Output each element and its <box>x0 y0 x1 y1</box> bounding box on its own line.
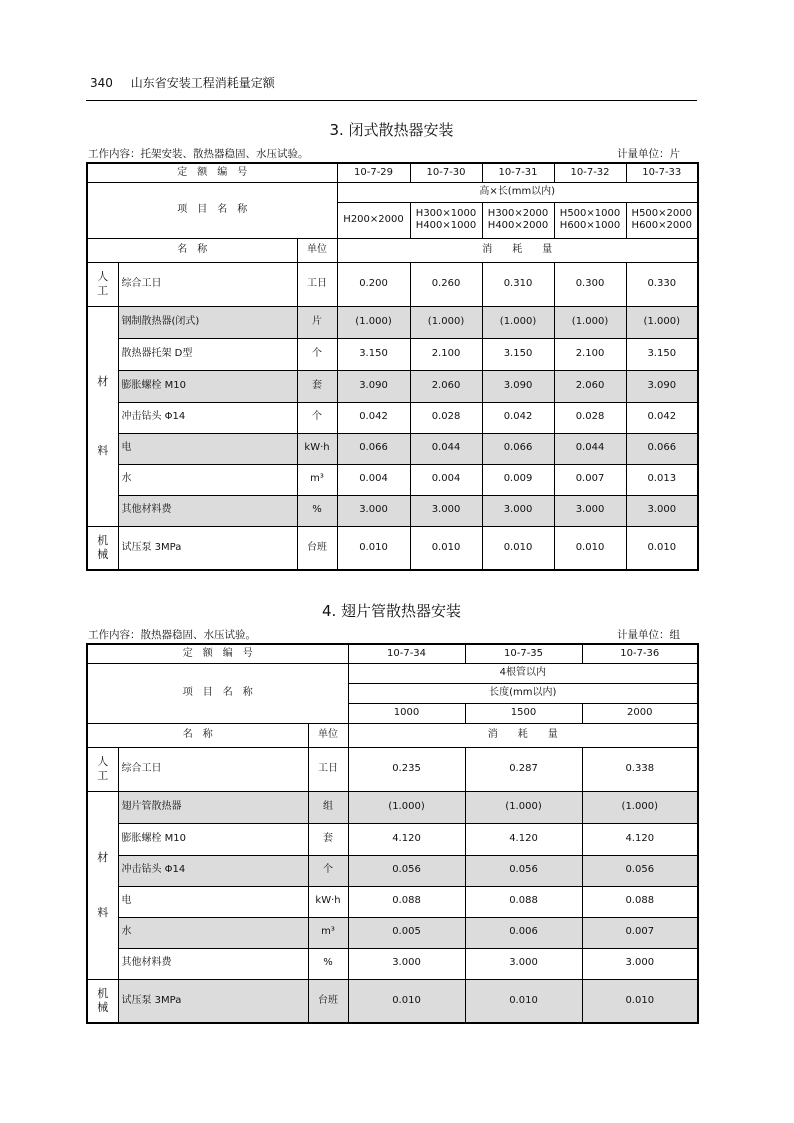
value-cell: 3.000 <box>337 495 410 526</box>
value-cell: 3.150 <box>337 338 410 370</box>
spec-cell: H500×1000 H600×1000 <box>554 202 626 238</box>
row-name: 电 <box>118 886 308 917</box>
value-cell: 3.150 <box>626 338 698 370</box>
value-cell: 0.235 <box>348 747 465 791</box>
value-cell: (1.000) <box>337 306 410 338</box>
value-cell: 2.060 <box>554 370 626 402</box>
spec-cell: H500×2000 H600×2000 <box>626 202 698 238</box>
value-cell: (1.000) <box>465 791 582 823</box>
code-cell: 10-7-30 <box>410 163 482 182</box>
row-name: 散热器托架 D型 <box>118 338 297 370</box>
value-cell: 0.010 <box>626 526 698 570</box>
item-label: 项 目 名 称 <box>87 182 337 238</box>
section4-table <box>86 643 699 1024</box>
value-cell: 0.044 <box>410 433 482 464</box>
category-machine: 机 械 <box>87 526 118 570</box>
value-cell: 3.090 <box>482 370 554 402</box>
section4-unit: 计量单位：组 <box>617 629 680 641</box>
value-cell: 0.056 <box>465 855 582 886</box>
value-cell: (1.000) <box>410 306 482 338</box>
row-name: 膨胀螺栓 M10 <box>118 823 308 855</box>
value-cell: 3.090 <box>626 370 698 402</box>
value-cell: 4.120 <box>582 823 698 855</box>
value-cell: 0.005 <box>348 917 465 948</box>
value-cell: 0.010 <box>554 526 626 570</box>
row-unit: 工日 <box>308 747 348 791</box>
page-header <box>90 74 275 91</box>
book-title: 山东省安装工程消耗量定额 <box>130 76 275 90</box>
row-unit: 片 <box>297 306 337 338</box>
value-cell: 2.100 <box>410 338 482 370</box>
col-consumption-header: 消 耗 量 <box>337 238 698 262</box>
col-unit-header: 单位 <box>297 238 337 262</box>
value-cell: 0.088 <box>582 886 698 917</box>
value-cell: 0.010 <box>348 979 465 1023</box>
row-unit: 个 <box>297 338 337 370</box>
row-name: 试压泵 3MPa <box>118 979 308 1023</box>
section4-title: 4. 翅片管散热器安装 <box>321 602 462 620</box>
row-name: 电 <box>118 433 297 464</box>
value-cell: 0.009 <box>482 464 554 495</box>
value-cell: 0.042 <box>337 402 410 433</box>
value-cell: 0.028 <box>554 402 626 433</box>
value-cell: 0.042 <box>626 402 698 433</box>
value-cell: 3.000 <box>348 948 465 979</box>
row-name: 试压泵 3MPa <box>118 526 297 570</box>
section3-work-content: 工作内容：托架安装、散热器稳固、水压试验。 <box>88 148 309 160</box>
value-cell: 0.338 <box>582 747 698 791</box>
row-unit: kW·h <box>308 886 348 917</box>
value-cell: 4.120 <box>465 823 582 855</box>
row-name: 膨胀螺栓 M10 <box>118 370 297 402</box>
value-cell: 2.060 <box>410 370 482 402</box>
code-cell: 10-7-34 <box>348 644 465 663</box>
sub-header: 长度(mm以内) <box>348 683 698 703</box>
row-unit: m³ <box>308 917 348 948</box>
code-cell: 10-7-35 <box>465 644 582 663</box>
value-cell: 0.330 <box>626 262 698 306</box>
value-cell: 0.056 <box>582 855 698 886</box>
value-cell: 0.260 <box>410 262 482 306</box>
row-unit: 组 <box>308 791 348 823</box>
row-name: 水 <box>118 917 308 948</box>
value-cell: 0.056 <box>348 855 465 886</box>
row-unit: m³ <box>297 464 337 495</box>
group-header: 4根管以内 <box>348 663 698 683</box>
section3-unit: 计量单位：片 <box>617 148 680 160</box>
value-cell: 0.088 <box>348 886 465 917</box>
value-cell: 2.100 <box>554 338 626 370</box>
value-cell: 3.000 <box>582 948 698 979</box>
spec-cell: H300×1000 H400×1000 <box>410 202 482 238</box>
value-cell: 3.000 <box>410 495 482 526</box>
value-cell: 0.200 <box>337 262 410 306</box>
quota-label: 定 额 编 号 <box>87 644 348 663</box>
value-cell: 0.028 <box>410 402 482 433</box>
row-name: 钢制散热器(闭式) <box>118 306 297 338</box>
category-labor: 人 工 <box>87 262 118 306</box>
row-unit: 工日 <box>297 262 337 306</box>
value-cell: 0.310 <box>482 262 554 306</box>
value-cell: 0.004 <box>410 464 482 495</box>
row-unit: 个 <box>297 402 337 433</box>
group-header: 高×长(mm以内) <box>337 182 698 202</box>
section3-table <box>86 162 699 571</box>
category-material: 材 料 <box>87 306 118 526</box>
value-cell: 0.010 <box>465 979 582 1023</box>
row-unit: 套 <box>297 370 337 402</box>
row-unit: kW·h <box>297 433 337 464</box>
value-cell: 0.042 <box>482 402 554 433</box>
row-name: 冲击钻头 Φ14 <box>118 402 297 433</box>
row-unit: 个 <box>308 855 348 886</box>
item-label: 项 目 名 称 <box>87 663 348 723</box>
value-cell: 0.066 <box>626 433 698 464</box>
value-cell: 0.066 <box>337 433 410 464</box>
value-cell: (1.000) <box>482 306 554 338</box>
section4-work-content: 工作内容：散热器稳固、水压试验。 <box>88 629 256 641</box>
row-name: 其他材料费 <box>118 495 297 526</box>
value-cell: (1.000) <box>582 791 698 823</box>
row-name: 水 <box>118 464 297 495</box>
quota-label: 定 额 编 号 <box>87 163 337 182</box>
row-unit: 台班 <box>297 526 337 570</box>
value-cell: 0.287 <box>465 747 582 791</box>
category-labor: 人 工 <box>87 747 118 791</box>
value-cell: 3.090 <box>337 370 410 402</box>
row-unit: % <box>297 495 337 526</box>
value-cell: (1.000) <box>626 306 698 338</box>
row-unit: 台班 <box>308 979 348 1023</box>
value-cell: 0.010 <box>337 526 410 570</box>
length-cell: 2000 <box>582 703 698 723</box>
value-cell: 0.010 <box>482 526 554 570</box>
value-cell: 0.088 <box>465 886 582 917</box>
row-name: 综合工日 <box>118 747 308 791</box>
value-cell: 3.000 <box>626 495 698 526</box>
value-cell: 0.010 <box>582 979 698 1023</box>
row-name: 翅片管散热器 <box>118 791 308 823</box>
col-name-header: 名 称 <box>87 238 297 262</box>
row-unit: % <box>308 948 348 979</box>
section3-meta <box>88 146 680 161</box>
row-name: 其他材料费 <box>118 948 308 979</box>
category-machine: 机 械 <box>87 979 118 1023</box>
value-cell: 3.000 <box>465 948 582 979</box>
length-cell: 1500 <box>465 703 582 723</box>
header-rule <box>86 100 697 101</box>
value-cell: 4.120 <box>348 823 465 855</box>
value-cell: (1.000) <box>348 791 465 823</box>
page-number: 340 <box>90 76 113 90</box>
section4-meta <box>88 627 680 642</box>
value-cell: 3.000 <box>482 495 554 526</box>
code-cell: 10-7-36 <box>582 644 698 663</box>
value-cell: 0.300 <box>554 262 626 306</box>
spec-cell: H200×2000 <box>337 202 410 238</box>
spec-cell: H300×2000 H400×2000 <box>482 202 554 238</box>
section3-title: 3. 闭式散热器安装 <box>329 121 454 139</box>
category-material: 材 料 <box>87 791 118 979</box>
row-name: 冲击钻头 Φ14 <box>118 855 308 886</box>
value-cell: 3.150 <box>482 338 554 370</box>
value-cell: 3.000 <box>554 495 626 526</box>
value-cell: 0.013 <box>626 464 698 495</box>
value-cell: 0.066 <box>482 433 554 464</box>
length-cell: 1000 <box>348 703 465 723</box>
code-cell: 10-7-31 <box>482 163 554 182</box>
col-unit-header: 单位 <box>308 723 348 747</box>
value-cell: 0.007 <box>582 917 698 948</box>
value-cell: 0.044 <box>554 433 626 464</box>
code-cell: 10-7-29 <box>337 163 410 182</box>
value-cell: 0.007 <box>554 464 626 495</box>
value-cell: (1.000) <box>554 306 626 338</box>
value-cell: 0.004 <box>337 464 410 495</box>
col-consumption-header: 消 耗 量 <box>348 723 698 747</box>
col-name-header: 名 称 <box>87 723 308 747</box>
row-unit: 套 <box>308 823 348 855</box>
value-cell: 0.006 <box>465 917 582 948</box>
code-cell: 10-7-33 <box>626 163 698 182</box>
value-cell: 0.010 <box>410 526 482 570</box>
code-cell: 10-7-32 <box>554 163 626 182</box>
row-name: 综合工日 <box>118 262 297 306</box>
